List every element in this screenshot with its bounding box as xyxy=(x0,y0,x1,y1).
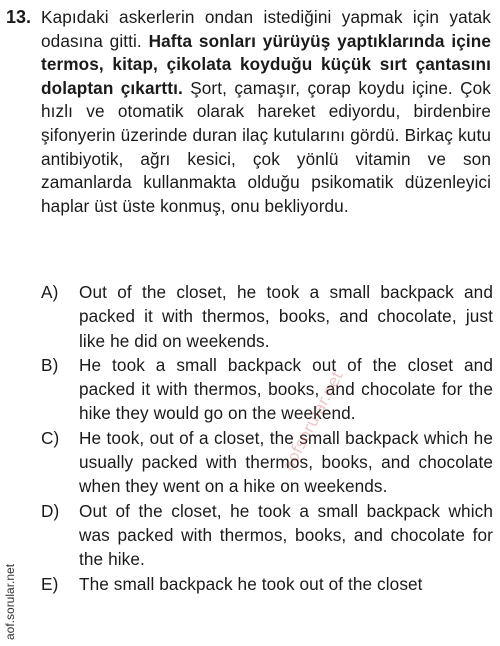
question-number: 13. xyxy=(6,7,32,27)
stem-text-1: Kapıdaki askerlerin ondan istediğini yapmak için yatak odasına gitti. xyxy=(41,7,491,51)
option-b-letter: B) xyxy=(41,354,59,375)
option-c-letter: C) xyxy=(41,427,60,448)
option-e[interactable] xyxy=(41,572,493,596)
option-e-text: The small backpack he took out of the closet xyxy=(79,573,423,594)
option-b[interactable] xyxy=(41,353,493,426)
answer-options xyxy=(41,280,493,596)
stem-text-bold: Hafta sonları yürüyüş yaptıklarında içine termos, kitap, çikolata koyduğu küçük sırt çantasını dolaptan çıkarttı. xyxy=(41,30,491,98)
option-b-text: He took a small backpack out of the closet and packed it with thermos, books, and chocolate for the hike they would go on the weekend. xyxy=(79,354,493,424)
option-d[interactable] xyxy=(41,499,493,572)
option-d-letter: D) xyxy=(41,500,60,521)
option-c[interactable] xyxy=(41,426,493,499)
option-e-letter: E) xyxy=(41,573,59,594)
diagonal-watermark: aofsorular.net xyxy=(278,367,348,474)
stem-text-2: Şort, çamaşır, çorap koydu içine. Çok hızlı ve otomatik olarak hareket ediyordu, birdenbire şifonyerin üzerinde duran ilaç kutularını gördü. Birkaç kutu antibiyotik, ağrı kesici, çok yönlü vitamin ve son zamanlarda kullanmakta olduğu psikomatik düzenleyici haplar üst üste konmuş, onu bekliyordu. xyxy=(41,77,492,216)
option-a-text: Out of the closet, he took a small backpack and packed it with thermos, books, and chocolate, just like he did on weekends. xyxy=(79,282,493,351)
option-d-text: Out of the closet, he took a small backpack which was packed with thermos, books, and chocolate for the hike. xyxy=(79,500,493,570)
option-a-letter: A) xyxy=(41,282,59,302)
option-c-text: He took, out of a closet, the small backpack which he usually packed with thermos, books, and chocolate when they went on a hike on weekends. xyxy=(79,427,493,497)
option-a[interactable] xyxy=(41,280,493,353)
side-watermark: aof.sorular.net xyxy=(3,563,17,640)
question-stem xyxy=(41,6,491,218)
